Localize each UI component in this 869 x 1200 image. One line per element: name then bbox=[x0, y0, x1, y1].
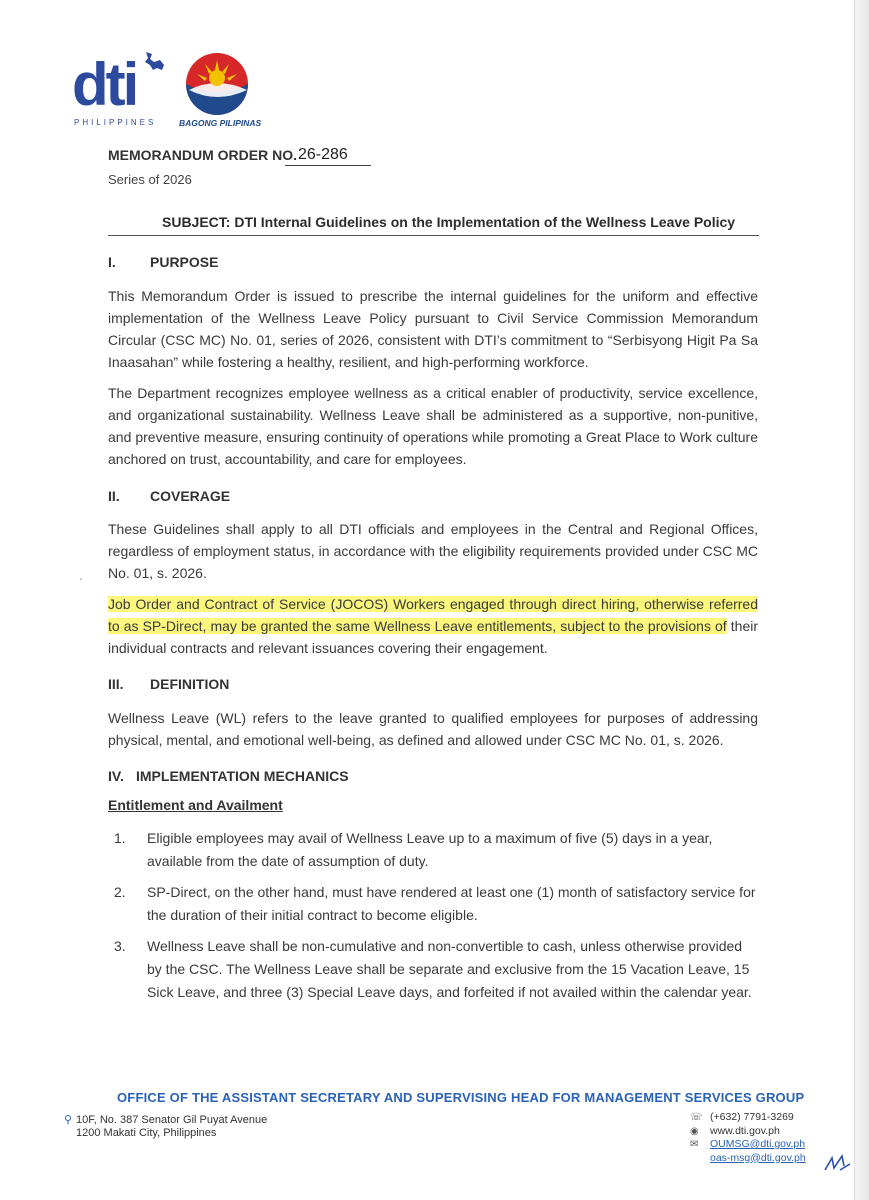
email-link-oas-msg[interactable]: oas-msg@dti.gov.ph bbox=[710, 1151, 806, 1164]
list-item-text: SP-Direct, on the other hand, must have rendered at least one (1) month of satisfactory service for the duration of their initial contract to become eligible. bbox=[147, 884, 756, 923]
list-item bbox=[114, 935, 758, 1004]
purpose-paragraph-1: This Memorandum Order is issued to prescribe the internal guidelines for the uniform and effective implementation of the Wellness Leave Policy pursuant to Civil Service Commission Memorandum Circular (CSC MC) No. 01, series of 2026, consistent with DTI’s commitment to “Serbisyong Higit Pa Sa Inaasahan” while fostering a healthy, resilient, and high-performing workforce. bbox=[108, 288, 758, 370]
section-heading-mechanics bbox=[108, 768, 349, 784]
section-number: III. bbox=[108, 676, 124, 692]
section-heading-definition bbox=[108, 676, 229, 692]
section-title: DEFINITION bbox=[150, 676, 230, 692]
section-heading-coverage bbox=[108, 488, 230, 504]
footer-address bbox=[64, 1114, 267, 1140]
address-line-1: 10F, No. 387 Senator Gil Puyat Avenue bbox=[76, 1114, 268, 1126]
section-title: PURPOSE bbox=[150, 254, 219, 270]
purpose-paragraph-2: The Department recognizes employee wellness as a critical enabler of productivity, service excellence, and organizational sustainability. Wellness Leave shall be administered as a supportive, non-punitive, and preventive measure, ensuring continuity of operations while promoting a Great Place to Work culture anchored on trust, accountability, and care for employees. bbox=[108, 385, 758, 467]
philippine-map-icon bbox=[140, 50, 170, 72]
coverage-paragraph-2 bbox=[108, 593, 758, 659]
subject-divider bbox=[108, 235, 759, 236]
subject-line: SUBJECT: DTI Internal Guidelines on the Implementation of the Wellness Leave Policy bbox=[162, 214, 736, 230]
section-number: I. bbox=[108, 254, 116, 270]
series-year: Series of 2026 bbox=[108, 172, 192, 187]
definition-paragraph: Wellness Leave (WL) refers to the leave granted to qualified employees for purposes of addressing physical, mental, and emotional well-being, as defined and allowed under CSC MC No. 01, s. 2026. bbox=[108, 710, 758, 748]
dti-logo-subtitle: PHILIPPINES bbox=[74, 118, 157, 127]
list-item-number: 3. bbox=[114, 938, 126, 954]
page-edge-shadow bbox=[854, 0, 869, 1200]
list-item bbox=[114, 881, 758, 927]
dti-logo bbox=[72, 50, 172, 135]
phone-number: (+632) 7791-3269 bbox=[710, 1111, 794, 1123]
scan-speck bbox=[80, 578, 82, 580]
address-line-2: 1200 Makati City, Philippines bbox=[76, 1127, 217, 1139]
coverage-paragraph-1: These Guidelines shall apply to all DTI officials and employees in the Central and Regional Offices, regardless of employment status, in accordance with the eligibility requirements provided under CSC MC No. 01, s. 2026. bbox=[108, 521, 758, 581]
coverage-paragraph-2-rest: their individual contracts and relevant issuances covering their engagement. bbox=[108, 618, 758, 656]
highlighted-text: Job Order and Contract of Service (JOCOS) Workers engaged through direct hiring, otherwise referred to as SP-Direct, may be granted the same Wellness Leave entitlements, subject to the provisions of bbox=[108, 596, 758, 634]
section-number: IV. bbox=[108, 768, 124, 784]
list-item-number: 1. bbox=[114, 830, 126, 846]
list-item-text: Eligible employees may avail of Wellness Leave up to a maximum of five (5) days in a year, available from the date of assumption of duty. bbox=[147, 830, 713, 869]
handwritten-initial bbox=[822, 1150, 852, 1174]
section-title: IMPLEMENTATION MECHANICS bbox=[136, 768, 349, 784]
section-title: COVERAGE bbox=[150, 488, 231, 504]
bagong-pilipinas-caption: BAGONG PILIPINAS bbox=[179, 118, 262, 128]
list-item-number: 2. bbox=[114, 884, 126, 900]
list-item bbox=[114, 827, 758, 873]
section-heading-purpose bbox=[108, 254, 218, 270]
email-link-oumsg[interactable]: OUMSG@dti.gov.ph bbox=[710, 1138, 806, 1150]
memo-number-underline bbox=[285, 165, 371, 166]
bagong-pilipinas-logo bbox=[175, 50, 275, 135]
memo-order-label: MEMORANDUM ORDER NO. bbox=[108, 147, 297, 163]
email-icon: ✉ bbox=[690, 1139, 699, 1150]
bagong-pilipinas-seal-icon bbox=[175, 50, 259, 118]
location-pin-icon: ⚲ bbox=[64, 1114, 73, 1126]
list-item-text: Wellness Leave shall be non-cumulative and non-convertible to cash, unless otherwise provided by the CSC. The Wellness Leave shall be separate and exclusive from the 15 Vacation Leave, 15 Sick Leave, and three (3) Special Leave days, and forfeited if not availed within the calendar year. bbox=[147, 938, 752, 1000]
phone-icon: ☏ bbox=[690, 1112, 703, 1123]
dti-logo-word: dti bbox=[72, 51, 137, 118]
section-number: II. bbox=[108, 488, 120, 504]
footer-office-title: OFFICE OF THE ASSISTANT SECRETARY AND SUPERVISING HEAD FOR MANAGEMENT SERVICES GROUP bbox=[117, 1090, 805, 1105]
memo-order-number: 26-286 bbox=[298, 146, 348, 163]
globe-icon: ◉ bbox=[690, 1125, 699, 1137]
entitlement-subheading: Entitlement and Availment bbox=[108, 797, 283, 813]
website-link[interactable]: www.dti.gov.ph bbox=[710, 1124, 780, 1137]
footer-contacts bbox=[690, 1111, 806, 1164]
